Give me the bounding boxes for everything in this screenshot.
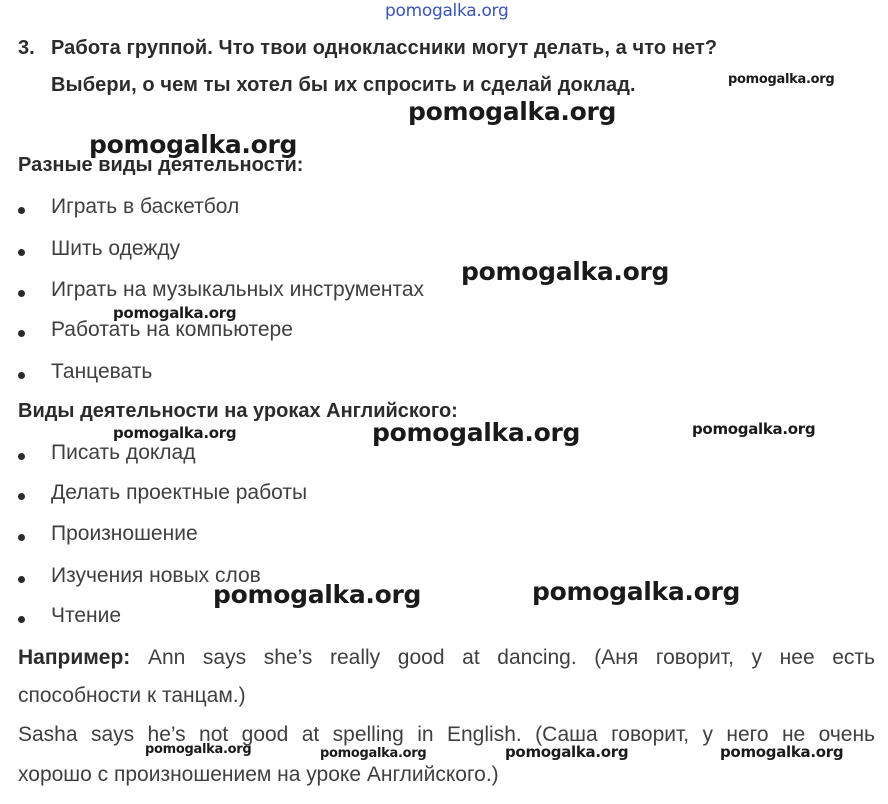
watermark: pomogalka.org bbox=[505, 743, 629, 761]
list-item-text: Произношение bbox=[51, 522, 198, 545]
list-item-text: Чтение bbox=[51, 604, 122, 627]
bullet-icon bbox=[18, 616, 25, 623]
bullet-icon bbox=[18, 534, 25, 541]
bullet-icon bbox=[18, 207, 25, 214]
example-line-2: способности к танцам.) bbox=[18, 684, 246, 707]
example-line-1 bbox=[18, 646, 875, 670]
list-item-text: Изучения новых слов bbox=[51, 564, 261, 587]
watermark: pomogalka.org bbox=[145, 742, 252, 757]
list-item-text: Играть на музыкальных инструментах bbox=[51, 278, 425, 301]
watermark: pomogalka.org bbox=[728, 72, 835, 87]
watermark: pomogalka.org bbox=[720, 743, 844, 761]
watermark: pomogalka.org bbox=[113, 424, 237, 442]
list-item-text: Работать на компьютере bbox=[51, 318, 293, 341]
watermark: pomogalka.org bbox=[461, 257, 670, 286]
watermark-top: pomogalka.org bbox=[385, 1, 509, 21]
bullet-icon bbox=[18, 249, 25, 256]
list-item-text: Танцевать bbox=[51, 360, 153, 383]
watermark: pomogalka.org bbox=[408, 97, 617, 126]
task-title: Работа группой. Что твои одноклассники могут делать, а что нет? bbox=[51, 37, 718, 59]
bullet-icon bbox=[18, 372, 25, 379]
bullet-icon bbox=[18, 493, 25, 500]
watermark: pomogalka.org bbox=[692, 420, 816, 438]
bullet-icon bbox=[18, 330, 25, 337]
example-text-3: Sasha says he’s not good at spelling in English. (Саша говорит, у него не очень bbox=[18, 723, 875, 746]
watermark: pomogalka.org bbox=[213, 580, 422, 609]
bullet-icon bbox=[18, 290, 25, 297]
bullet-icon bbox=[18, 576, 25, 583]
example-label: Например: bbox=[18, 646, 131, 669]
watermark: pomogalka.org bbox=[532, 577, 741, 606]
list-item-text: Писать доклад bbox=[51, 441, 196, 464]
task-instruction: Выбери, о чем ты хотел бы их спросить и сделай доклад. bbox=[51, 74, 636, 96]
task-number: 3. bbox=[18, 37, 35, 59]
section-heading-activities: Разные виды деятельности: bbox=[18, 154, 304, 176]
list-item-text: Играть в баскетбол bbox=[51, 195, 240, 218]
bullet-icon bbox=[18, 453, 25, 460]
watermark: pomogalka.org bbox=[320, 746, 427, 761]
list-item-text: Шить одежду bbox=[51, 237, 181, 260]
watermark: pomogalka.org bbox=[113, 304, 237, 322]
list-item-text: Делать проектные работы bbox=[51, 481, 308, 504]
example-line-4: хорошо с произношением на уроке Английского.) bbox=[18, 763, 499, 786]
watermark: pomogalka.org bbox=[372, 418, 581, 447]
example-text-1: Ann says she’s really good at dancing. (Аня говорит, у нее есть bbox=[147, 646, 875, 669]
watermark: pomogalka.org bbox=[89, 130, 298, 159]
section-heading-english-lessons: Виды деятельности на уроках Английского: bbox=[18, 400, 458, 422]
